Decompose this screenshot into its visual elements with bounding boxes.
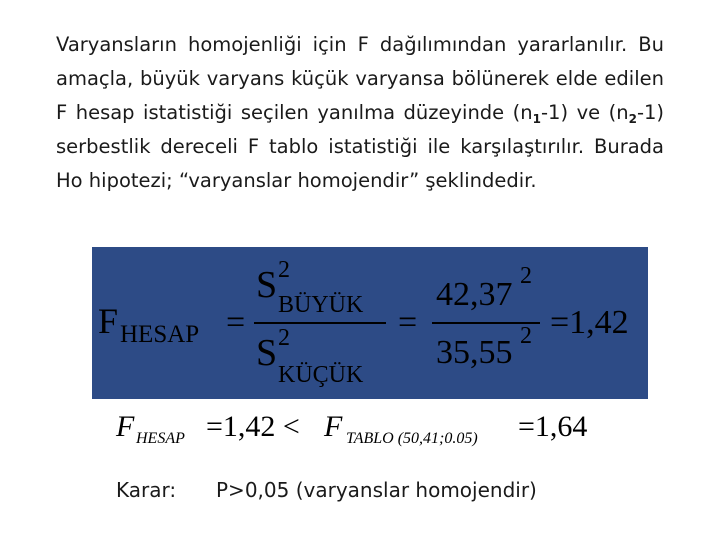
f-tablo-sub: TABLO (50,41;0.05) xyxy=(346,430,478,447)
f-hesap-formula-box xyxy=(92,247,648,399)
numerator-exponent: 2 xyxy=(278,257,290,283)
decision-value: P>0,05 (varyanslar homojendir) xyxy=(216,478,537,502)
paragraph-text-3: -1) serbestlik dereceli F tablo istatistiği ile karşılaştırılır. Burada Ho hipotezi; “varyanslar homojendir” şeklindedir. xyxy=(56,101,664,192)
denominator-s: S xyxy=(256,332,278,374)
formula1-result: =1,42 xyxy=(550,304,629,341)
denominator-value-exponent: 2 xyxy=(520,323,532,349)
equals-sign-1: = xyxy=(226,304,246,341)
denominator-value: 35,55 xyxy=(436,334,513,371)
explanation-paragraph xyxy=(56,28,664,198)
numerator-subscript: BÜYÜK xyxy=(278,292,364,318)
decision-line xyxy=(116,478,537,502)
paragraph-text-2: -1) ve (n xyxy=(541,101,629,124)
f-hesap-sub: HESAP xyxy=(136,430,185,447)
subscript-n2: 2 xyxy=(628,112,637,126)
comparison-middle: =1,42 < xyxy=(206,410,300,443)
denominator-exponent: 2 xyxy=(278,325,290,351)
f-hesap-letter: F xyxy=(116,410,135,443)
numerator-value-exponent: 2 xyxy=(520,263,532,289)
f-tablo-letter: F xyxy=(324,410,343,443)
subscript-n1: 1 xyxy=(532,112,542,126)
f-hesap-formula xyxy=(92,247,648,399)
comparison-formula xyxy=(92,404,648,456)
numerator-s: S xyxy=(256,264,278,306)
numerator-value: 42,37 xyxy=(436,276,513,313)
f-letter: F xyxy=(98,301,119,341)
decision-label: Karar: xyxy=(116,478,177,502)
equals-sign-2: = xyxy=(398,304,418,341)
f-hesap-subscript: HESAP xyxy=(120,321,200,348)
paragraph-text-1: Varyansların homojenliği için F dağılımından yararlanılır. Bu amaçla, büyük varyans küçük varyansa bölünerek elde edilen F hesap istatistiği seçilen yanılma düzeyinde (n xyxy=(56,33,664,124)
denominator-subscript: KÜÇÜK xyxy=(278,362,364,388)
comparison-result: =1,64 xyxy=(518,410,588,443)
